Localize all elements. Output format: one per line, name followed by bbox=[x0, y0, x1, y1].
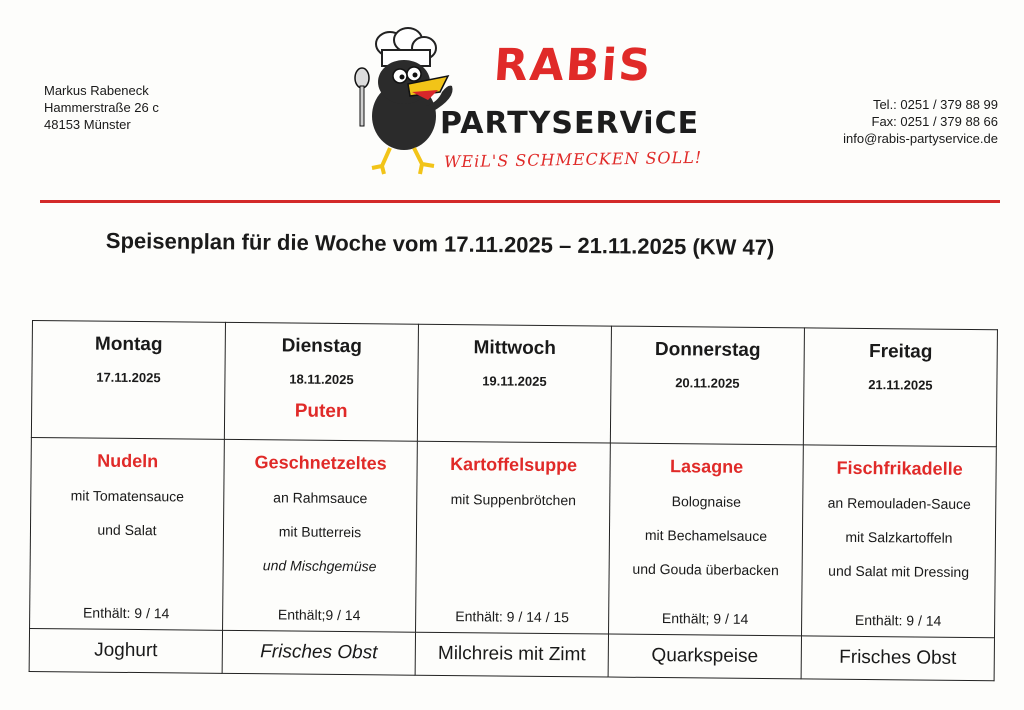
allergen-info: Enthält: 9 / 14 / 15 bbox=[455, 608, 570, 626]
day-header bbox=[803, 328, 997, 447]
main-dish-cell bbox=[223, 439, 418, 632]
contact-fax: Fax: 0251 / 379 88 66 bbox=[871, 114, 998, 129]
dish-line: und Salat mit Dressing bbox=[828, 562, 970, 581]
dish-line: und Gouda überbacken bbox=[632, 560, 779, 579]
menu-table bbox=[29, 320, 998, 681]
sender-address bbox=[44, 82, 159, 133]
allergen-info: Enthält; 9 / 14 bbox=[661, 610, 749, 627]
main-dish-cell bbox=[802, 445, 997, 638]
day-header bbox=[417, 324, 611, 443]
day-header bbox=[224, 322, 418, 441]
allergen-info: Enthält: 9 / 14 bbox=[854, 611, 942, 629]
page-title: Speisenplan für die Woche vom 17.11.2025 – 21.11.2025 (KW 47) bbox=[105, 228, 775, 260]
day-name: Dienstag bbox=[281, 335, 362, 358]
day-date: 20.11.2025 bbox=[675, 375, 740, 391]
contact-tel: Tel.: 0251 / 379 88 99 bbox=[872, 97, 998, 112]
main-dish-cell bbox=[416, 441, 611, 634]
dish-line: mit Suppenbrötchen bbox=[450, 491, 577, 509]
day-name: Donnerstag bbox=[654, 338, 761, 361]
dish-line: und Salat bbox=[97, 521, 157, 539]
contact-info bbox=[843, 96, 998, 147]
dish-line: an Remouladen-Sauce bbox=[827, 494, 971, 513]
day-header bbox=[31, 321, 225, 440]
dish-line: Bolognaise bbox=[671, 493, 742, 510]
day-date: 18.11.2025 bbox=[289, 371, 354, 388]
dish-line: und Mischgemüse bbox=[262, 557, 377, 575]
dish-line: mit Bechamelsauce bbox=[644, 526, 768, 545]
day-name: Freitag bbox=[868, 341, 933, 363]
day-name: Montag bbox=[94, 333, 163, 356]
dish-line: mit Tomatensauce bbox=[70, 487, 185, 505]
day-date: 19.11.2025 bbox=[482, 373, 547, 389]
contact-email: info@rabis-partyservice.de bbox=[843, 131, 998, 146]
day-header bbox=[610, 326, 804, 445]
day-date: 21.11.2025 bbox=[868, 377, 933, 393]
main-dish-row bbox=[30, 437, 997, 637]
logo-slogan: WEiL'S SCHMECKEN SOLL! bbox=[443, 147, 703, 172]
dessert-cell: Frisches Obst bbox=[222, 630, 415, 675]
dish-line: mit Salzkartoffeln bbox=[845, 528, 953, 546]
dish-name: Geschnetzeltes bbox=[254, 452, 387, 474]
dish-line: an Rahmsauce bbox=[273, 489, 368, 507]
day-date: 17.11.2025 bbox=[96, 369, 161, 386]
main-dish-cell bbox=[609, 443, 804, 636]
day-name: Mittwoch bbox=[473, 337, 557, 360]
main-dish-cell bbox=[30, 437, 225, 630]
logo-subtitle: PARTYSERViCE bbox=[440, 106, 700, 141]
dessert-cell: Frisches Obst bbox=[801, 636, 994, 681]
dish-name: Kartoffelsuppe bbox=[450, 454, 578, 476]
dish-name: Nudeln bbox=[97, 450, 159, 472]
allergen-info: Enthält;9 / 14 bbox=[277, 606, 361, 624]
dish-line: mit Butterreis bbox=[278, 523, 362, 541]
allergen-info: Enthält: 9 / 14 bbox=[82, 604, 170, 622]
dessert-cell: Joghurt bbox=[29, 628, 222, 673]
dish-name: Lasagne bbox=[670, 456, 744, 477]
logo-title: RABiS bbox=[492, 40, 655, 91]
dish-name: Fischfrikadelle bbox=[836, 457, 963, 479]
dessert-cell: Quarkspeise bbox=[608, 634, 801, 679]
sender-street: Hammerstraße 26 c bbox=[44, 100, 159, 115]
header-divider bbox=[40, 200, 1000, 203]
day-header-row bbox=[31, 321, 997, 447]
dish-prefix: Puten bbox=[294, 400, 348, 423]
sender-name: Markus Rabeneck bbox=[44, 83, 149, 98]
sender-city: 48153 Münster bbox=[44, 117, 131, 132]
dessert-cell: Milchreis mit Zimt bbox=[415, 632, 608, 677]
